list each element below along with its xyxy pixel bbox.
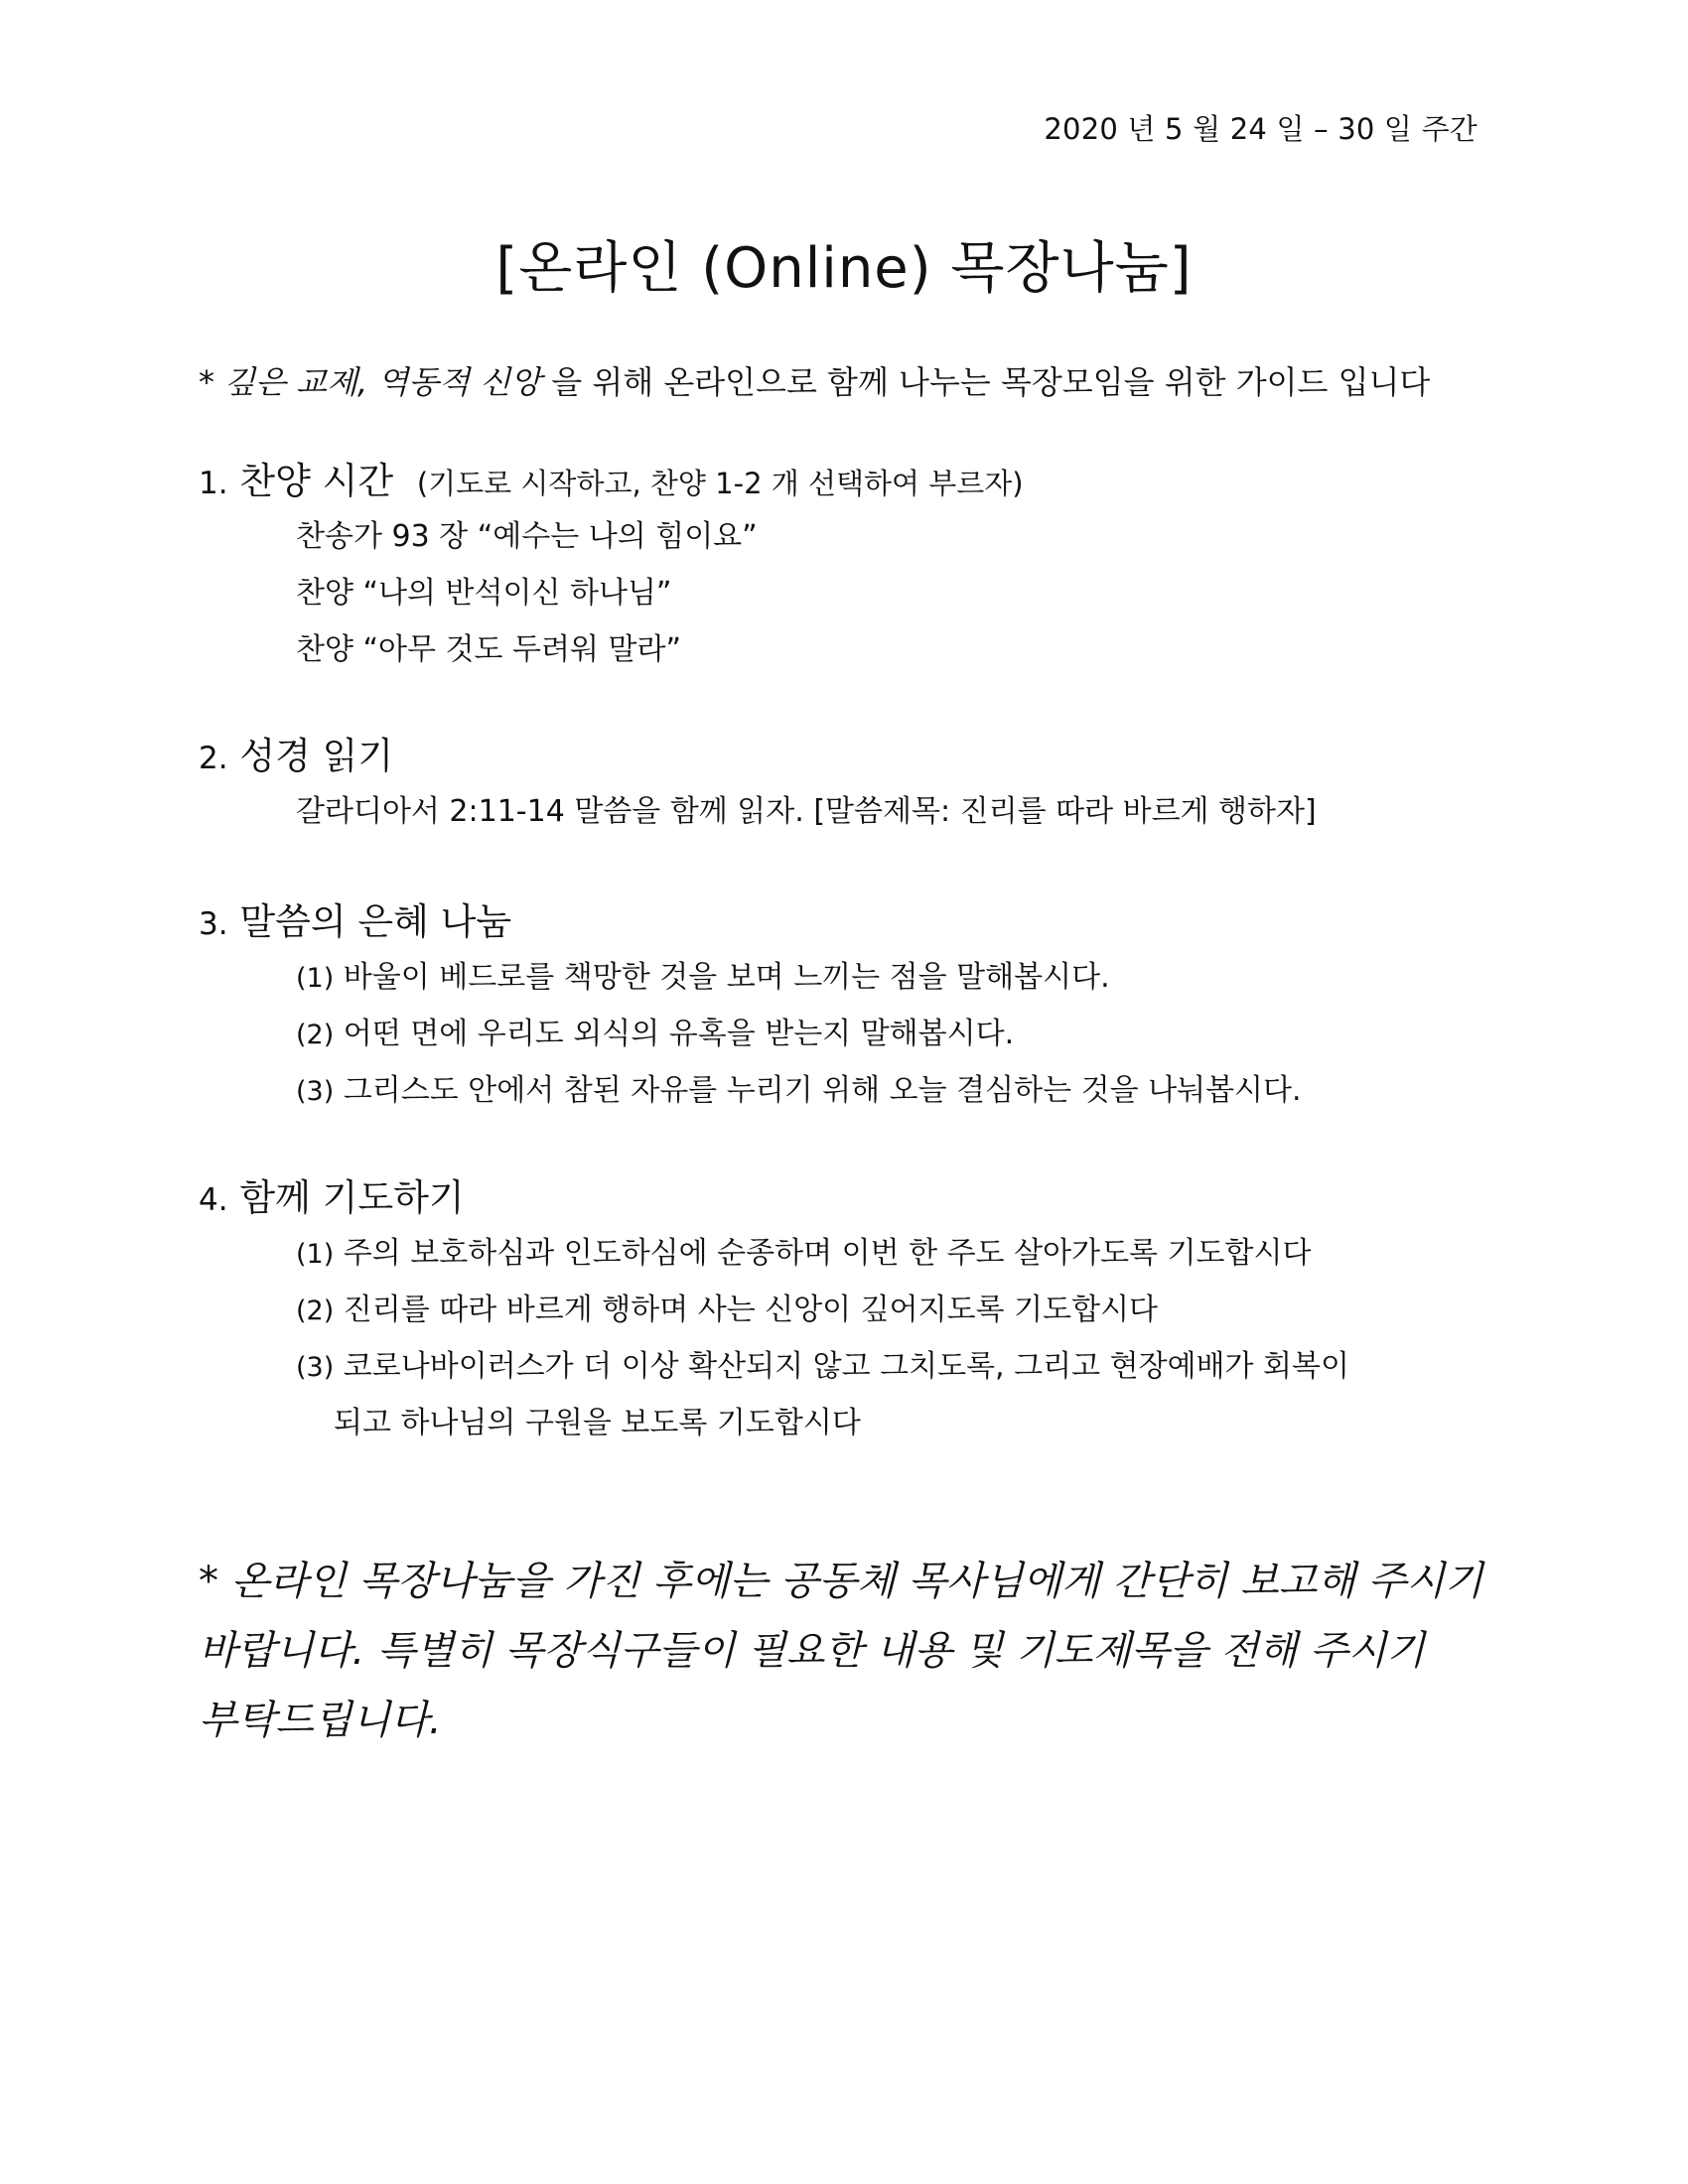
hymn-line: 찬송가 93 장 “예수는 나의 힘이요” — [296, 519, 758, 554]
list-item — [296, 1338, 1349, 1395]
intro-emphasis: 깊은 교제, 역동적 신앙 — [224, 363, 542, 401]
intro-star: * — [199, 363, 225, 401]
item-index: (2) — [296, 1020, 335, 1050]
intro-text: 을 위해 온라인으로 함께 나누는 목장모임을 위한 가이드 입니다 — [541, 363, 1431, 401]
list-item — [296, 1282, 1349, 1338]
closing-line: 바랍니다. 특별히 목장식구들이 필요한 내용 및 기도제목을 전해 주시기 — [199, 1628, 1425, 1674]
item-text: 그리스도 안에서 참된 자유를 누리기 위해 오늘 결심하는 것을 나눠봅시다. — [343, 1073, 1302, 1108]
hymn-line: 찬양 “나의 반석이신 하나님” — [296, 576, 672, 611]
section-number: 4. — [199, 1182, 228, 1218]
item-text: 주의 보호하심과 인도하심에 순종하며 이번 한 주도 살아가도록 기도합시다 — [343, 1236, 1312, 1271]
section-prayer — [199, 1171, 1349, 1451]
section-bible-reading — [199, 730, 1317, 840]
reading-list — [296, 783, 1317, 840]
closing-line: 부탁드립니다. — [199, 1698, 442, 1743]
item-text: 코로나바이러스가 더 이상 확산되지 않고 그치도록, 그리고 현장예배가 회복이 — [343, 1349, 1349, 1384]
section-title: 함께 기도하기 — [239, 1176, 465, 1219]
section-title: 찬양 시간 — [239, 460, 394, 502]
section-title: 말씀의 은혜 나눔 — [239, 900, 512, 943]
closing-line: * 온라인 목장나눔을 가진 후에는 공동체 목사님에게 간단히 보고해 주시기 — [199, 1559, 1483, 1604]
section-heading — [199, 730, 1317, 783]
page-title: [온라인 (Online) 목장나눔] — [495, 236, 1193, 301]
list-item — [296, 1225, 1349, 1282]
section-heading — [199, 1171, 1349, 1225]
item-index: (1) — [296, 963, 335, 994]
hymn-list — [296, 508, 1024, 678]
list-item-continuation: 되고 하나님의 구원을 보도록 기도합시다 — [334, 1406, 861, 1440]
week-date: 2020 년 5 월 24 일 – 30 일 주간 — [1044, 112, 1477, 146]
item-text: 진리를 따라 바르게 행하며 사는 신앙이 깊어지도록 기도합시다 — [343, 1293, 1159, 1327]
list-item — [296, 949, 1302, 1006]
prayer-list — [296, 1225, 1349, 1451]
section-heading — [199, 455, 1024, 508]
section-word-sharing — [199, 895, 1302, 1119]
section-subtitle: (기도로 시작하고, 찬양 1-2 개 선택하여 부르자) — [416, 467, 1024, 500]
item-index: (2) — [296, 1296, 335, 1326]
item-text: 어떤 면에 우리도 외식의 유혹을 받는지 말해봅시다. — [343, 1017, 1015, 1051]
section-heading — [199, 895, 1302, 949]
section-number: 3. — [199, 906, 228, 942]
section-number: 2. — [199, 741, 228, 776]
item-index: (3) — [296, 1076, 335, 1107]
closing-note — [199, 1547, 1499, 1755]
section-number: 1. — [199, 466, 228, 501]
item-text: 바울이 베드로를 책망한 것을 보며 느끼는 점을 말해봅시다. — [343, 960, 1110, 995]
section-title: 성경 읽기 — [239, 735, 394, 777]
intro-note — [199, 357, 1430, 403]
item-index: (1) — [296, 1239, 335, 1270]
hymn-line: 찬양 “아무 것도 두려워 말라” — [296, 632, 682, 667]
question-list — [296, 949, 1302, 1119]
section-praise — [199, 455, 1024, 678]
list-item — [296, 1062, 1302, 1119]
list-item — [296, 1006, 1302, 1062]
reading-line: 갈라디아서 2:11-14 말씀을 함께 읽자. [말씀제목: 진리를 따라 바르게 행하자] — [296, 794, 1317, 829]
item-index: (3) — [296, 1352, 335, 1383]
